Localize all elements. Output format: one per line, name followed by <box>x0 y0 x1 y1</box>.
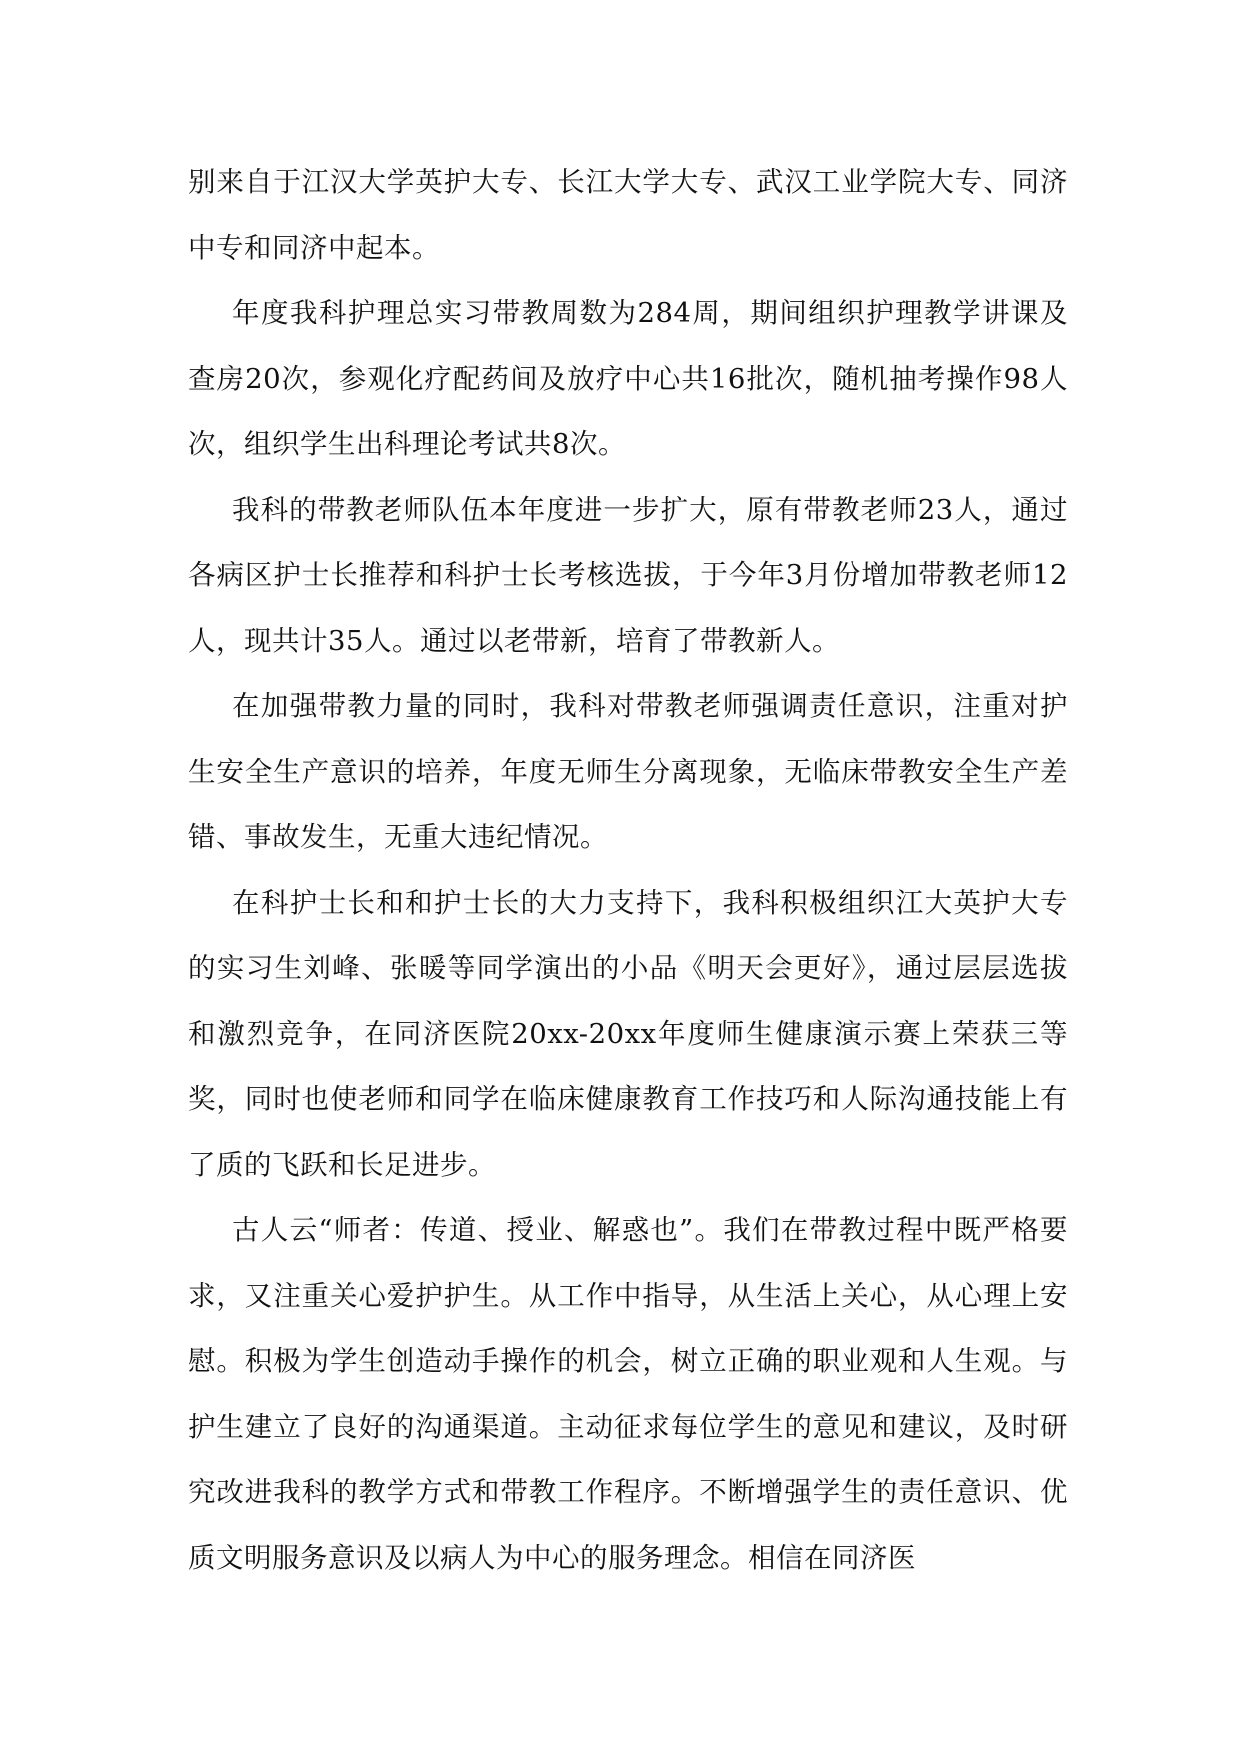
paragraph-safety-awareness: 在加强带教力量的同时，我科对带教老师强调责任意识，注重对护生安全生产意识的培养，年度无师生分离现象，无临床带教安全生产差错、事故发生，无重大违纪情况。 <box>188 690 1068 853</box>
paragraph-teaching-philosophy: 古人云“师者：传道、授业、解惑也”。我们在带教过程中既严格要求，又注重关心爱护护生。从工作中指导，从生活上关心，从心理上安慰。积极为学生创造动手操作的机会，树立正确的职业观和人生观。与护生建立了良好的沟通渠道。主动征求每位学生的意见和建议，及时研究改进我科的教学方式和带教工作程序。不断增强学生的责任意识、优质文明服务意识及以病人为中心的服务理念。相信在同济医 <box>188 1214 1068 1574</box>
paragraph-continuation: 别来自于江汉大学英护大专、长江大学大专、武汉工业学院大专、同济中专和同济中起本。 <box>188 166 1068 264</box>
paragraph-internship-statistics: 年度我科护理总实习带教周数为284周，期间组织护理教学讲课及查房20次，参观化疗配药间及放疗中心共16批次，随机抽考操作98人次，组织学生出科理论考试共8次。 <box>188 297 1068 460</box>
document-body <box>188 150 1068 1591</box>
paragraph-teacher-team: 我科的带教老师队伍本年度进一步扩大，原有带教老师23人，通过各病区护士长推荐和科护士长考核选拔，于今年3月份增加带教老师12人，现共计35人。通过以老带新，培育了带教新人。 <box>188 493 1068 657</box>
paragraph-competition-award: 在科护士长和和护士长的大力支持下，我科积极组织江大英护大专的实习生刘峰、张暖等同学演出的小品《明天会更好》，通过层层选拔和激烈竞争，在同济医院20xx-20xx年度师生健康演示赛上荣获三等奖，同时也使老师和同学在临床健康教育工作技巧和人际沟通技能上有了质的飞跃和长足进步。 <box>188 886 1068 1181</box>
